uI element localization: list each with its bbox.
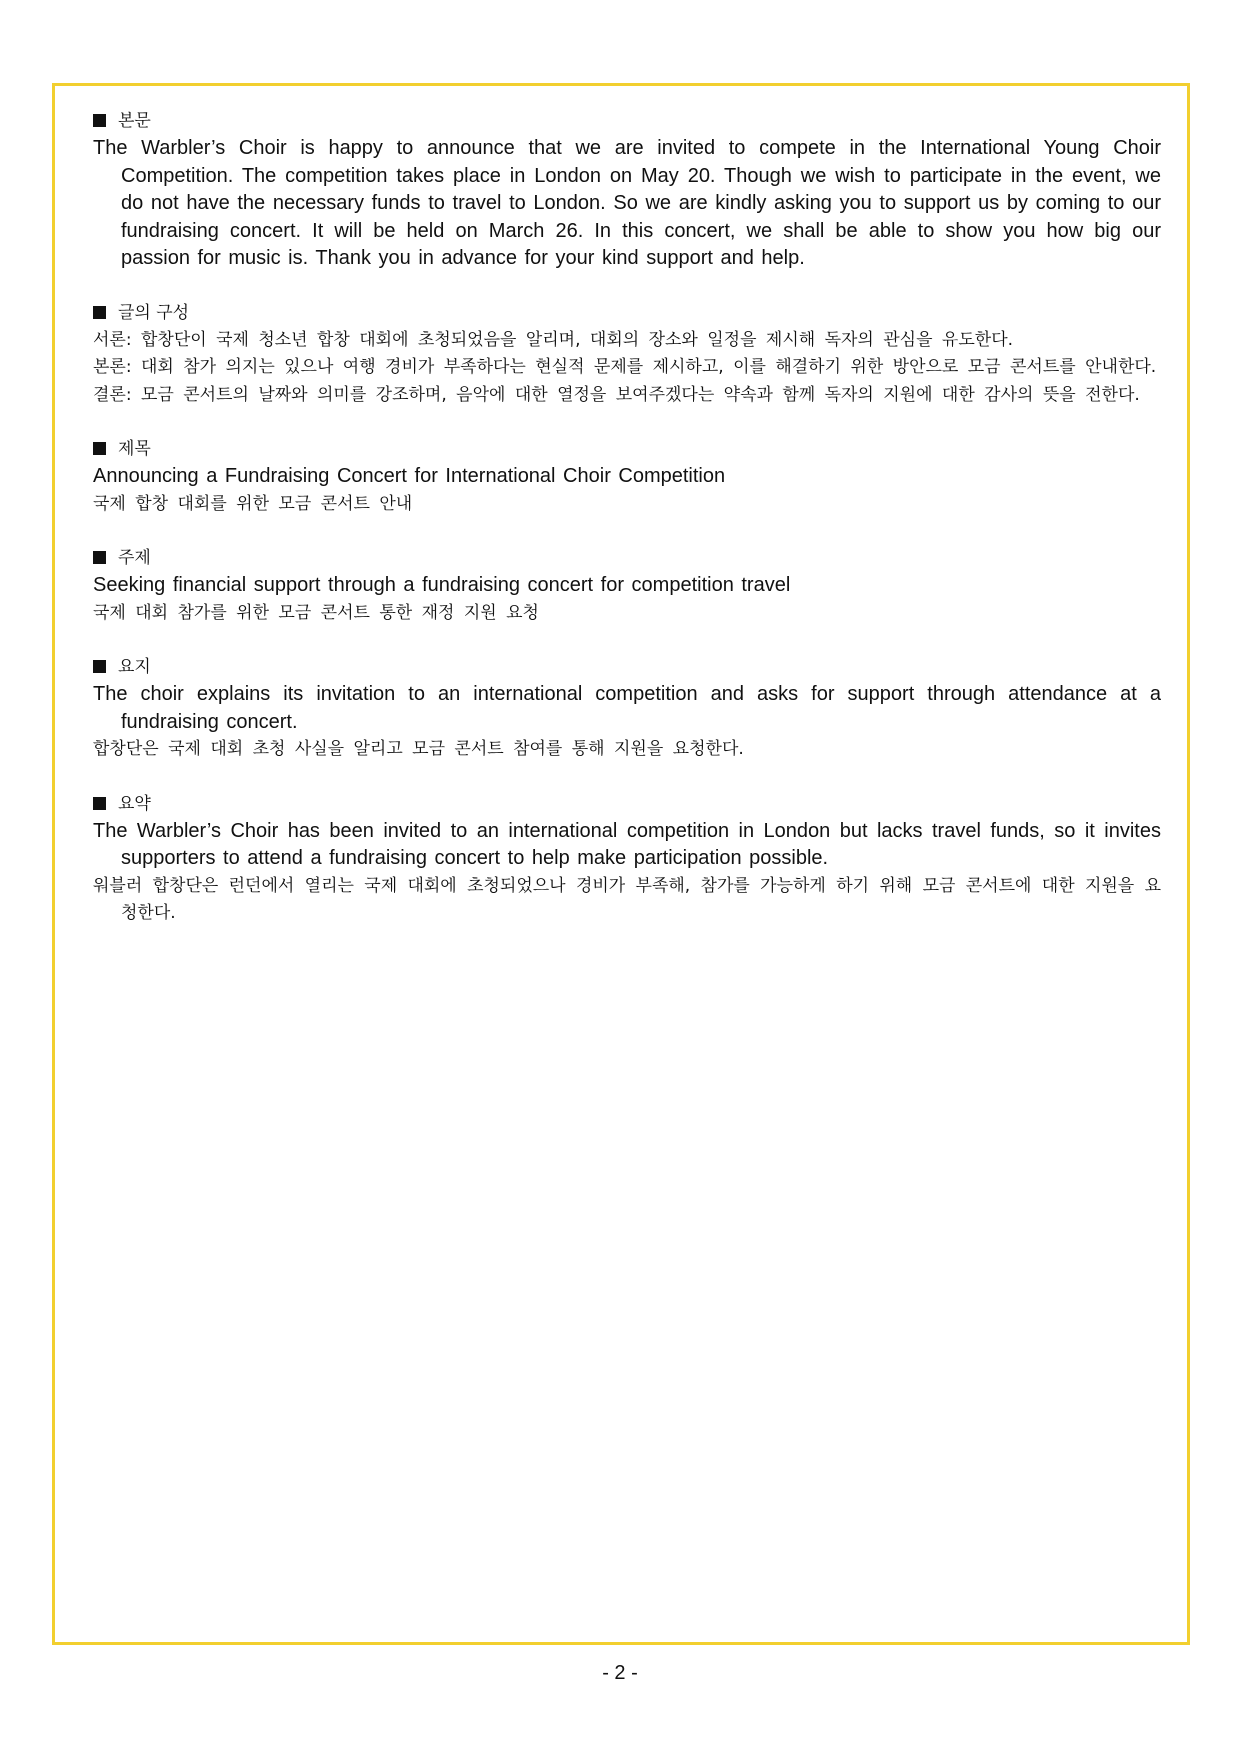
gist-ko: 합창단은 국제 대회 초청 사실을 알리고 모금 콘서트 참여를 통해 지원을 요청한다.	[93, 739, 744, 759]
topic-ko: 국제 대회 참가를 위한 모금 콘서트 통한 재정 지원 요청	[93, 602, 539, 623]
gist-en: The choir explains its invitation to an international competition and asks for support through attendance at a fundraising concert.	[93, 683, 1161, 733]
black-square-icon	[93, 442, 106, 455]
black-square-icon	[93, 306, 106, 319]
section-gist	[93, 654, 1161, 764]
section-heading	[93, 436, 1161, 463]
document-body	[93, 108, 1161, 955]
section-summary	[93, 791, 1161, 928]
title-ko: 국제 합창 대회를 위한 모금 콘서트 안내	[93, 493, 413, 514]
section-heading	[93, 654, 1161, 681]
section-heading-label: 제목	[118, 439, 151, 459]
section-title	[93, 436, 1161, 518]
section-structure	[93, 300, 1161, 410]
structure-body-ko: 본론: 대회 참가 의지는 있으나 여행 경비가 부족하다는 현실적 문제를 제시하고, 이를 해결하기 위한 방안으로 모금 콘서트를 안내한다.	[93, 357, 1157, 377]
page-number: - 2 -	[602, 1662, 638, 1684]
black-square-icon	[93, 660, 106, 673]
section-heading-label: 주제	[118, 548, 151, 568]
section-heading	[93, 108, 1161, 135]
title-en: Announcing a Fundraising Concert for International Choir Competition	[93, 465, 726, 487]
black-square-icon	[93, 551, 106, 564]
section-heading	[93, 545, 1161, 572]
section-topic	[93, 545, 1161, 627]
section-heading-label: 요지	[118, 657, 151, 677]
section-heading-label: 글의 구성	[118, 302, 190, 323]
section-heading-label: 요약	[118, 793, 151, 814]
section-heading	[93, 791, 1161, 818]
section-body-text	[93, 108, 1161, 273]
structure-intro-ko: 서론: 합창단이 국제 청소년 합창 대회에 초청되었음을 알리며, 대회의 장소와 일정을 제시해 독자의 관심을 유도한다.	[93, 329, 1014, 350]
topic-en: Seeking financial support through a fundraising concert for competition travel	[93, 574, 791, 596]
summary-en: The Warbler’s Choir has been invited to an international competition in London but lacks travel funds, so it invites supporters to attend a fundraising concert to help make participation possible.	[93, 819, 1161, 869]
summary-ko: 워블러 합창단은 런던에서 열리는 국제 대회에 초청되었으나 경비가 부족해, 참가를 가능하게 하기 위해 모금 콘서트에 대한 지원을 요청한다.	[93, 875, 1161, 923]
structure-conclusion-ko: 결론: 모금 콘서트의 날짜와 의미를 강조하며, 음악에 대한 열정을 보여주겠다는 약속과 함께 독자의 지원에 대한 감사의 뜻을 전한다.	[93, 384, 1140, 405]
black-square-icon	[93, 797, 106, 810]
body-paragraph-en: The Warbler’s Choir is happy to announce that we are invited to compete in the International Young Choir Competition. The competition takes place in London on May 20. Though we wish to participate in the event, we do not have the necessary funds to travel to London. So we are kindly asking you to support us by coming to our fundraising concert. It will be held on March 26. In this concert, we shall be able to show you how big our passion for music is. Thank you in advance for your kind support and help.	[93, 137, 1161, 269]
black-square-icon	[93, 114, 106, 127]
section-heading-label: 본문	[118, 111, 151, 131]
section-heading	[93, 300, 1161, 327]
